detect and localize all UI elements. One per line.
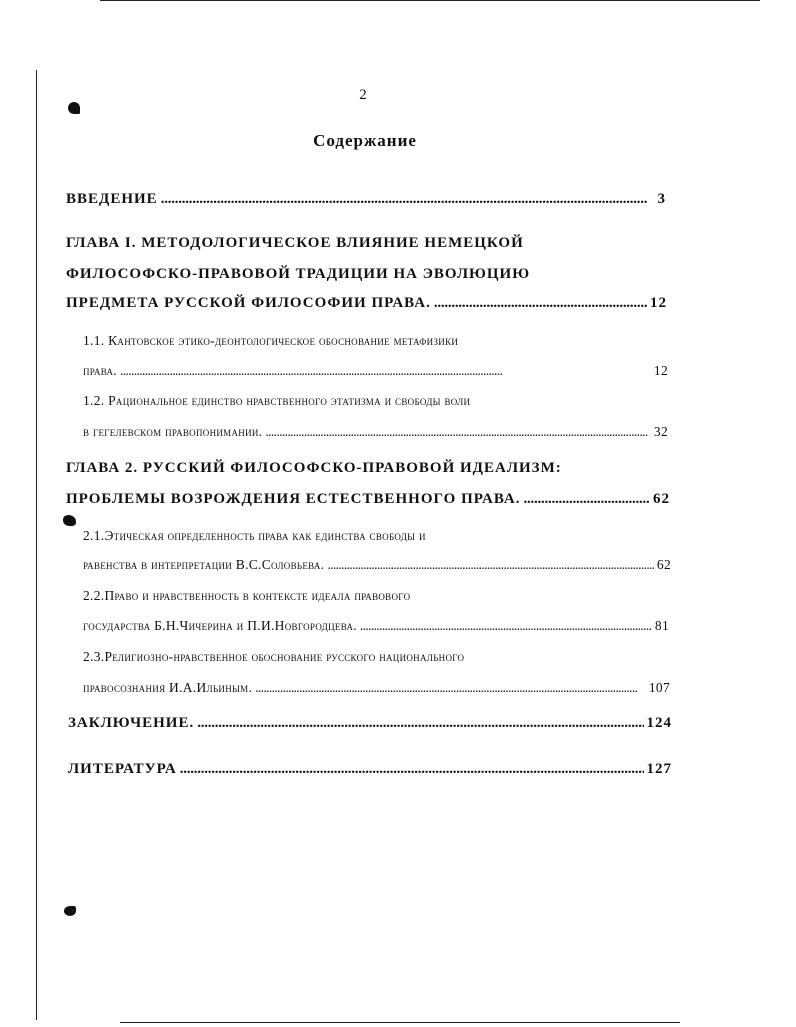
dot-leader xyxy=(180,757,644,781)
toc-label: ФИЛОСОФСКО-ПРАВОВОЙ ТРАДИЦИИ НА ЭВОЛЮЦИЮ xyxy=(66,266,531,282)
toc-label: ЛИТЕРАТУРА xyxy=(68,761,177,777)
toc-label: правосознания И.А.Ильиным. xyxy=(83,680,253,695)
toc-label: ПРЕДМЕТА РУССКОЙ ФИЛОСОФИИ ПРАВА. xyxy=(66,295,431,311)
page-number: 2 xyxy=(359,87,367,103)
toc-label: ГЛАВА 2. РУССКИЙ ФИЛОСОФСКО-ПРАВОВОЙ ИДЕАЛИЗМ: xyxy=(66,460,562,476)
toc-section-2-1-line2[interactable] xyxy=(83,553,671,577)
dot-leader xyxy=(265,420,651,444)
toc-chapter1-line3[interactable] xyxy=(66,291,667,315)
toc-entry-intro[interactable] xyxy=(66,187,666,211)
toc-page: 127 xyxy=(646,761,672,777)
toc-page: 3 xyxy=(657,191,666,207)
toc-page: 62 xyxy=(656,557,671,572)
ink-blot xyxy=(63,515,76,526)
dot-leader xyxy=(197,711,643,735)
toc-label: равенства в интерпретации В.С.Соловьева. xyxy=(83,557,325,572)
toc-chapter2-line1[interactable] xyxy=(66,456,676,480)
toc-section-1-1-line1[interactable] xyxy=(83,329,673,353)
toc-label: 1.1. Кантовское этико-деонтологическое обоснование метафизики xyxy=(83,333,459,348)
toc-label: ЗАКЛЮЧЕНИЕ. xyxy=(68,715,195,731)
toc-section-2-3-line2[interactable] xyxy=(83,676,670,700)
toc-entry-conclusion[interactable] xyxy=(68,711,672,735)
dot-leader xyxy=(120,359,651,383)
toc-chapter1-line2[interactable] xyxy=(66,262,666,286)
toc-chapter2-line2[interactable] xyxy=(66,487,670,511)
toc-page: 32 xyxy=(653,424,668,439)
toc-page: 124 xyxy=(646,715,672,731)
toc-page: 12 xyxy=(653,363,668,378)
toc-section-2-2-line2[interactable] xyxy=(83,614,669,638)
toc-section-2-2-line1[interactable] xyxy=(83,584,673,608)
toc-section-2-3-line1[interactable] xyxy=(83,645,678,669)
toc-label: 2.2.Право и нравственность в контексте идеала правового xyxy=(83,588,411,603)
ink-blot xyxy=(64,906,76,916)
toc-label: ПРОБЛЕМЫ ВОЗРОЖДЕНИЯ ЕСТЕСТВЕННОГО ПРАВА. xyxy=(66,491,521,507)
toc-entry-literature[interactable] xyxy=(68,757,672,781)
scan-top-line xyxy=(100,0,760,1)
dot-leader xyxy=(255,676,646,700)
dot-leader xyxy=(327,553,654,577)
dot-leader xyxy=(434,291,647,315)
toc-label: ВВЕДЕНИЕ xyxy=(66,191,158,207)
toc-page: 12 xyxy=(650,295,667,311)
dot-leader xyxy=(161,187,655,211)
toc-label: 2.3.Религиозно-нравственное обоснование русского национального xyxy=(83,649,465,664)
toc-section-1-2-line1[interactable] xyxy=(83,389,673,413)
scan-edge-line xyxy=(36,70,37,1020)
toc-page: 107 xyxy=(648,680,670,695)
toc-label: права. xyxy=(83,363,117,378)
toc-page: 81 xyxy=(654,618,669,633)
toc-section-1-1-line2[interactable] xyxy=(83,359,668,383)
toc-label: ГЛАВА I. МЕТОДОЛОГИЧЕСКОЕ ВЛИЯНИЕ НЕМЕЦКОЙ xyxy=(66,235,524,251)
toc-label: в гегелевском правопонимании. xyxy=(83,424,263,439)
toc-section-1-2-line2[interactable] xyxy=(83,420,668,444)
toc-chapter1-line1[interactable] xyxy=(66,231,666,255)
scan-bottom-line xyxy=(120,1022,680,1023)
dot-leader xyxy=(360,614,652,638)
toc-section-2-1-line1[interactable] xyxy=(83,524,673,548)
page-title: Содержание xyxy=(313,131,417,150)
toc-label: государства Б.Н.Чичерина и П.И.Новгородцева. xyxy=(83,618,357,633)
toc-page: 62 xyxy=(653,491,670,507)
toc-label: 1.2. Рациональное единство нравственного этатизма и свободы воли xyxy=(83,393,471,408)
dot-leader xyxy=(523,487,650,511)
toc-label: 2.1.Этическая определенность права как единства свободы и xyxy=(83,528,426,543)
